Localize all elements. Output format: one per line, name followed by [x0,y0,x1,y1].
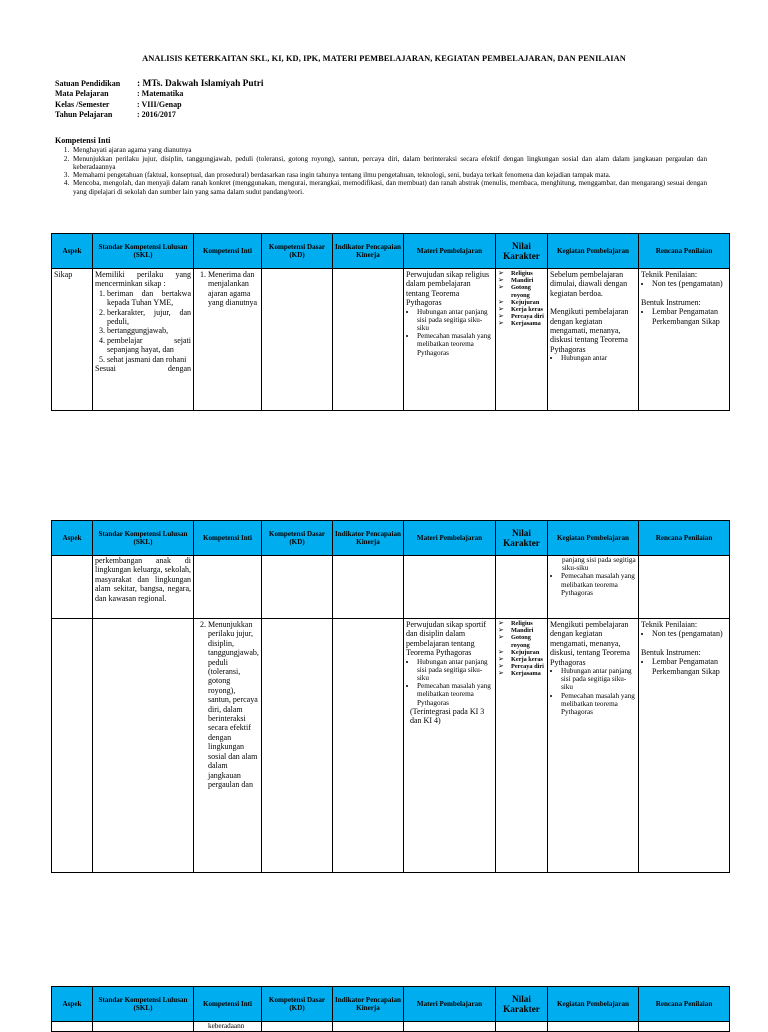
skl-item: 4. pembelajar sejati sepanjang hayat, dan [107,336,191,355]
kegiatan-text: Mengikuti pembelajaran dengan kegiatan mengamati, menanya, diskusi, tentang Teorema Pythagoras [550,620,630,667]
header-skl: Standar Kompetensi Lulusan (SKL) [93,521,194,556]
skl-item: 3. bertanggungjawab, [107,326,191,335]
nilai-item: ➢ Mandiri [498,277,545,284]
cell-aspek: Sikap [52,269,93,411]
header-ki: Kompetensi Inti [194,521,262,556]
cell-nilai [496,619,548,873]
bentuk-item: • Lembar Pengamatan Perkembangan Sikap [652,657,727,676]
nilai-item: ➢ Kerja keras [498,306,545,313]
nilai-item: ➢ Kerjasama [498,670,545,677]
nilai-item: ➢ Gotong royong [498,284,545,298]
cell-ki [194,619,262,873]
kegiatan-list [550,354,636,362]
document-title: ANALISIS KETERKAITAN SKL, KI, KD, IPK, MATERI PEMBELAJARAN, KEGIATAN PEMBELAJARAN, DAN PENILAIAN [142,54,626,63]
cell-indikator [333,269,404,411]
cell-kegiatan [548,269,639,411]
cell-skl [93,1022,194,1032]
materi-list [406,658,493,707]
cell-aspek [52,1022,93,1032]
materi-item: • Hubungan antar panjang sisi pada segitiga siku-siku [417,308,493,333]
cell-kd [262,1022,333,1032]
header-kd: Kompetensi Dasar (KD) [262,234,333,269]
kompetensi-inti-item: 1. Menghayati ajaran agama yang dianutnya [71,146,707,154]
materi-item: • Hubungan antar panjang sisi pada segitiga siku-siku [417,658,493,683]
kompetensi-inti-section [55,137,707,196]
header-nilai: Nilai Karakter [496,234,548,269]
cell-penilaian [639,556,730,619]
header-ki: Kompetensi Inti [194,234,262,269]
cell-kd [262,556,333,619]
identity-block [55,79,264,121]
identity-label: Kelas /Semester [55,99,110,109]
teknik-list [641,629,727,638]
teknik-item: • Non tes (pengamatan) [652,629,727,638]
skl-item: 1. beriman dan bertakwa kepada Tuhan YME, [107,289,191,308]
ki-list [196,620,259,789]
header-kd: Kompetensi Dasar (KD) [262,521,333,556]
nilai-item: ➢ Kejujuran [498,299,545,306]
cell-penilaian [639,1022,730,1032]
table-row [52,269,730,411]
cell-aspek [52,619,93,873]
header-indikator: Indikator Pencapaian Kinerja [333,234,404,269]
kegiatan-item: • Hubungan antar panjang sisi pada segitiga siku-siku [561,667,636,692]
teknik-item: • Non tes (pengamatan) [652,279,727,288]
teknik-list [641,279,727,288]
nilai-list [498,620,545,678]
table-row [52,556,730,619]
header-kd: Kompetensi Dasar (KD) [262,987,333,1022]
cell-nilai [496,556,548,619]
table-header-row [52,987,730,1022]
cell-materi [404,269,496,411]
materi-item: • Pemecahan masalah yang melibatkan teorema Pythagoras [417,682,493,707]
kompetensi-inti-list [55,146,707,196]
cell-skl [93,556,194,619]
kompetensi-inti-item: 4. Mencoba, mengolah, dan menyaji dalam ranah konkret (menggunakan, mengurai, merangkai, memodifikasi, dan membuat) dan ranah abstrak (menulis, membaca, menghitung, menggambar, dan mengarang) sesuai dengan yang dipelajari di sekolah dan sumber lain yang sama dalam sudut pandang/teori. [71,179,707,196]
nilai-item: ➢ Gotong royong [498,634,545,648]
cell-ki [194,269,262,411]
bentuk-item: • Lembar Pengamatan Perkembangan Sikap [652,307,727,326]
table-row [52,1022,730,1032]
cell-materi [404,1022,496,1032]
identity-value: : Matematika [137,89,184,99]
header-penilaian: Rencana Penilaian [639,521,730,556]
materi-intro: Perwujudan sikap religius dalam pembelajaran tentang Teorema Pythagoras [406,270,490,308]
analysis-table-1 [51,233,730,411]
header-materi: Materi Pembelajaran [404,234,496,269]
header-aspek: Aspek [52,987,93,1022]
cell-nilai [496,1022,548,1032]
kegiatan-continuation: panjang sisi pada segitiga siku-siku [562,556,636,573]
kegiatan-text: Mengikuti pembelajaran dengan kegiatan mengamati, menanya, diskusi tentang Teorema Pythagoras [550,307,629,354]
skl-item: 2. berkarakter, jujur, dan peduli, [107,308,191,327]
table-header-row [52,234,730,269]
table-row [52,619,730,873]
header-nilai: Nilai Karakter [496,987,548,1022]
nilai-item: ➢ Religius [498,620,545,627]
cell-nilai [496,269,548,411]
nilai-list [498,270,545,328]
cell-kegiatan [548,619,639,873]
ki-continuation: keberadaann [208,1022,245,1030]
header-aspek: Aspek [52,521,93,556]
materi-note: (Terintegrasi pada KI 3 dan KI 4) [410,706,485,726]
cell-materi [404,619,496,873]
kegiatan-item: • Pemecahan masalah yang melibatkan teorema Pythagoras [561,572,636,597]
header-indikator: Indikator Pencapaian Kinerja [333,521,404,556]
cell-penilaian [639,619,730,873]
header-skl: Standar Kompetensi Lulusan (SKL) [93,234,194,269]
cell-aspek [52,556,93,619]
kegiatan-item: • Pemecahan masalah yang melibatkan teorema Pythagoras [561,692,636,717]
materi-item: • Pemecahan masalah yang melibatkan teorema Pythagoras [417,332,493,357]
header-kegiatan: Kegiatan Pembelajaran [548,234,639,269]
kompetensi-inti-item: 3. Memahami pengetahuan (faktual, konseptual, dan prosedural) berdasarkan rasa ingin tahunya tentang ilmu pengetahuan, teknologi, seni, budaya terkait fenomena dan kejadian tampak mata. [71,171,707,179]
materi-intro: Perwujudan sikap sportif dan disiplin dalam pembelajaran tentang Teorema Pythagoras [406,620,486,658]
header-materi: Materi Pembelajaran [404,987,496,1022]
kegiatan-list [550,572,636,597]
identity-value: : MTs. Dakwah Islamiyah Putri [137,79,264,89]
teknik-label: Teknik Penilaian: [641,270,698,279]
identity-row [55,79,264,89]
cell-penilaian [639,269,730,411]
table-header-row [52,521,730,556]
header-kegiatan: Kegiatan Pembelajaran [548,521,639,556]
identity-label: Satuan Pendidikan [55,79,121,88]
identity-row [55,100,264,110]
ki-item: 1. Menerima dan menjalankan ajaran agama yang dianutnya [208,270,259,308]
ki-item: 2. Menunjukkan perilaku jujur, disiplin, tanggungjawab, peduli (toleransi, gotong royong), santun, percaya diri, dalam berinteraksi secara efektif dengan lingkungan sosial dan alam dalam jangkauan pergaulan dan [208,620,259,789]
cell-skl [93,269,194,411]
cell-indikator [333,556,404,619]
bentuk-list [641,307,727,326]
cell-ki [194,1022,262,1032]
teknik-label: Teknik Penilaian: [641,620,698,629]
cell-kegiatan [548,1022,639,1032]
cell-kd [262,269,333,411]
cell-materi [404,556,496,619]
kegiatan-list [550,667,636,716]
analysis-table-2 [51,520,730,873]
nilai-item: ➢ Percaya diri [498,663,545,670]
ki-list [196,270,259,308]
kegiatan-item: • Hubungan antar [561,354,636,362]
header-skl: Standar Kompetensi Lulusan (SKL) [93,987,194,1022]
header-materi: Materi Pembelajaran [404,521,496,556]
skl-continuation: perkembangan anak di lingkungan keluarga, sekolah, masyarakat dan lingkungan alam sekitar, bangsa, negara, dan kawasan regional. [95,556,191,603]
bentuk-list [641,657,727,676]
materi-list [406,308,493,357]
identity-label: Mata Pelajaran [55,89,109,99]
header-penilaian: Rencana Penilaian [639,234,730,269]
kompetensi-inti-heading: Kompetensi Inti [55,136,111,145]
skl-tail: Sesuai dengan [95,364,191,374]
cell-indikator [333,619,404,873]
nilai-item: ➢ Kejujuran [498,649,545,656]
skl-list [95,289,191,364]
header-nilai: Nilai Karakter [496,521,548,556]
header-ki: Kompetensi Inti [194,987,262,1022]
header-aspek: Aspek [52,234,93,269]
cell-kd [262,619,333,873]
kompetensi-inti-item: 2. Menunjukkan perilaku jujur, disiplin, tanggungjawab, peduli (toleransi, gotong royong), santun, percaya diri, dalam berinteraksi secara efektif dengan lingkungan sosial dan alam dalam jangkauan pergaulan dan keberadaannya [71,155,707,172]
cell-indikator [333,1022,404,1032]
identity-label: Tahun Pelajaran [55,110,113,120]
cell-kegiatan [548,556,639,619]
nilai-item: ➢ Mandiri [498,627,545,634]
nilai-item: ➢ Religius [498,270,545,277]
identity-row [55,89,264,99]
header-kegiatan: Kegiatan Pembelajaran [548,987,639,1022]
identity-value: : 2016/2017 [137,110,176,120]
kegiatan-text: Sebelum pembelajaran dimulai, diawali dengan kegiatan berdoa. [550,270,628,298]
cell-skl [93,619,194,873]
identity-row [55,110,264,120]
header-indikator: Indikator Pencapaian Kinerja [333,987,404,1022]
identity-value: : VIII/Genap [137,99,182,109]
bentuk-label: Bentuk Instrumen: [641,297,701,307]
header-penilaian: Rencana Penilaian [639,987,730,1022]
nilai-item: ➢ Kerja keras [498,656,545,663]
bentuk-label: Bentuk Instrumen: [641,647,701,657]
nilai-item: ➢ Percaya diri [498,313,545,320]
nilai-item: ➢ Kerjasama [498,320,545,327]
skl-intro: Memiliki perilaku yang mencerminkan sikap : [95,270,191,289]
skl-item: 5. sehat jasmani dan rohani [107,355,191,364]
analysis-table-3 [51,986,730,1032]
cell-ki [194,556,262,619]
